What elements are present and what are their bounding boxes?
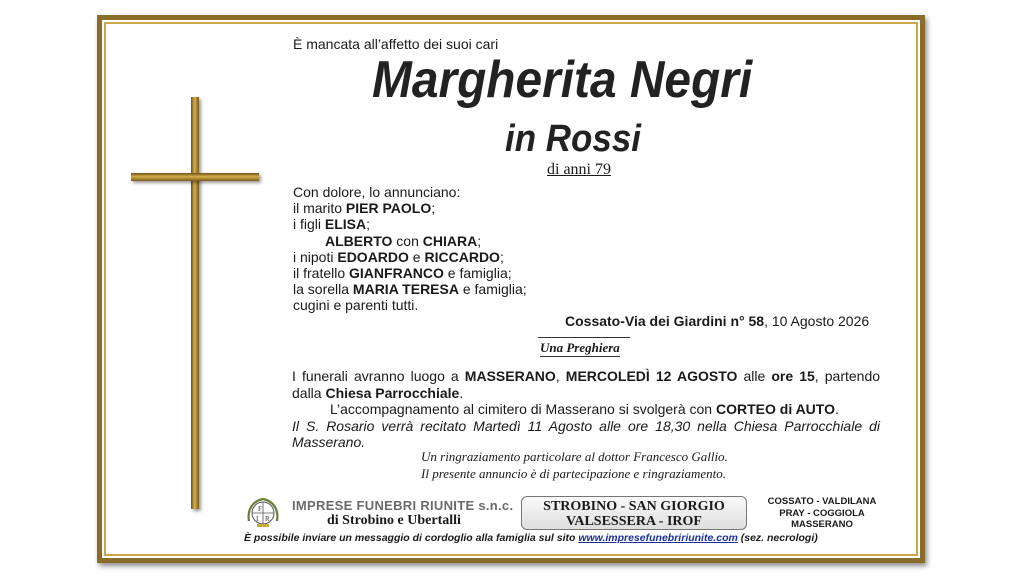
mourner-sister: la sorella MARIA TERESA e famiglia; (293, 281, 527, 298)
prayer-text: Una Preghiera (540, 340, 620, 355)
mourner-husband: il marito PIER PAOLO; (293, 200, 436, 217)
agency-locations-right (760, 496, 884, 531)
agency-owners: di Strobino e Ubertalli (327, 513, 461, 528)
agency-locations-box (521, 496, 747, 530)
logo-letter-f: F (258, 505, 262, 513)
mourner-children: i figli ELISA; (293, 216, 371, 233)
funeral-details (292, 368, 880, 451)
mourner-others: cugini e parenti tutti. (293, 297, 419, 314)
locations-right-3: MASSERANO (791, 519, 853, 530)
locations-right-2: PRAY - COGGIOLA (779, 507, 865, 519)
thanks-block (421, 449, 728, 482)
agency-name: IMPRESE FUNEBRI RIUNITE s.n.c. (292, 498, 514, 513)
locations-right-1: COSSATO - VALDILANA (767, 496, 877, 507)
agency-logo-icon (243, 497, 283, 529)
locations-box-line-2: VALSESSERA - IROF (566, 514, 702, 529)
married-name: in Rossi (505, 118, 641, 160)
intro-text: È mancata all’affetto dei suoi cari (293, 36, 499, 52)
website-link[interactable]: www.impresefunebririunite.com (578, 532, 738, 544)
mourners-list (293, 184, 527, 314)
mourner-child-2: ALBERTO con CHIARA; (325, 232, 482, 249)
age-text: di anni 79 (547, 161, 611, 178)
cross-icon-arm (131, 173, 259, 181)
place-date: Cossato-Via dei Giardini n° 58, 10 Agosto 2026 (565, 313, 870, 329)
footer-note: È possibile inviare un messaggio di cordoglio alla famiglia sul sito www.impresefunebririunite.com (sez. necrologi) (244, 532, 818, 544)
mourner-brother: il fratello GIANFRANCO e famiglia; (293, 265, 512, 282)
thanks-line-1: Un ringraziamento particolare al dottor Francesco Gallio. (421, 449, 728, 464)
mourners-intro: Con dolore, lo annunciano: (293, 184, 461, 200)
locations-box-line-1: STROBINO - SAN GIORGIO (543, 499, 725, 514)
mourner-grandchildren: i nipoti EDOARDO e RICCARDO; (293, 248, 504, 265)
prayer-divider (538, 337, 630, 338)
cross-icon (191, 97, 199, 509)
rosary-paragraph: Il S. Rosario verrà recitato Martedì 11 Agosto alle ore 18,30 nella Chiesa Parrocchiale di Masserano. (292, 417, 880, 450)
logo-letter-r: R (265, 515, 270, 523)
cortege-paragraph: L’accompagnamento al cimitero di Masserano si svolgerà con CORTEO di AUTO. (330, 401, 839, 417)
funeral-paragraph: I funerali avranno luogo a MASSERANO, MERCOLEDÌ 12 AGOSTO alle ore 15, partendo dalla Chiesa Parrocchiale. (292, 368, 881, 401)
deceased-name: Margherita Negri (372, 51, 753, 109)
thanks-line-2: Il presente annuncio è di partecipazione e ringraziamento. (421, 465, 726, 481)
logo-letter-i: I (256, 515, 259, 523)
